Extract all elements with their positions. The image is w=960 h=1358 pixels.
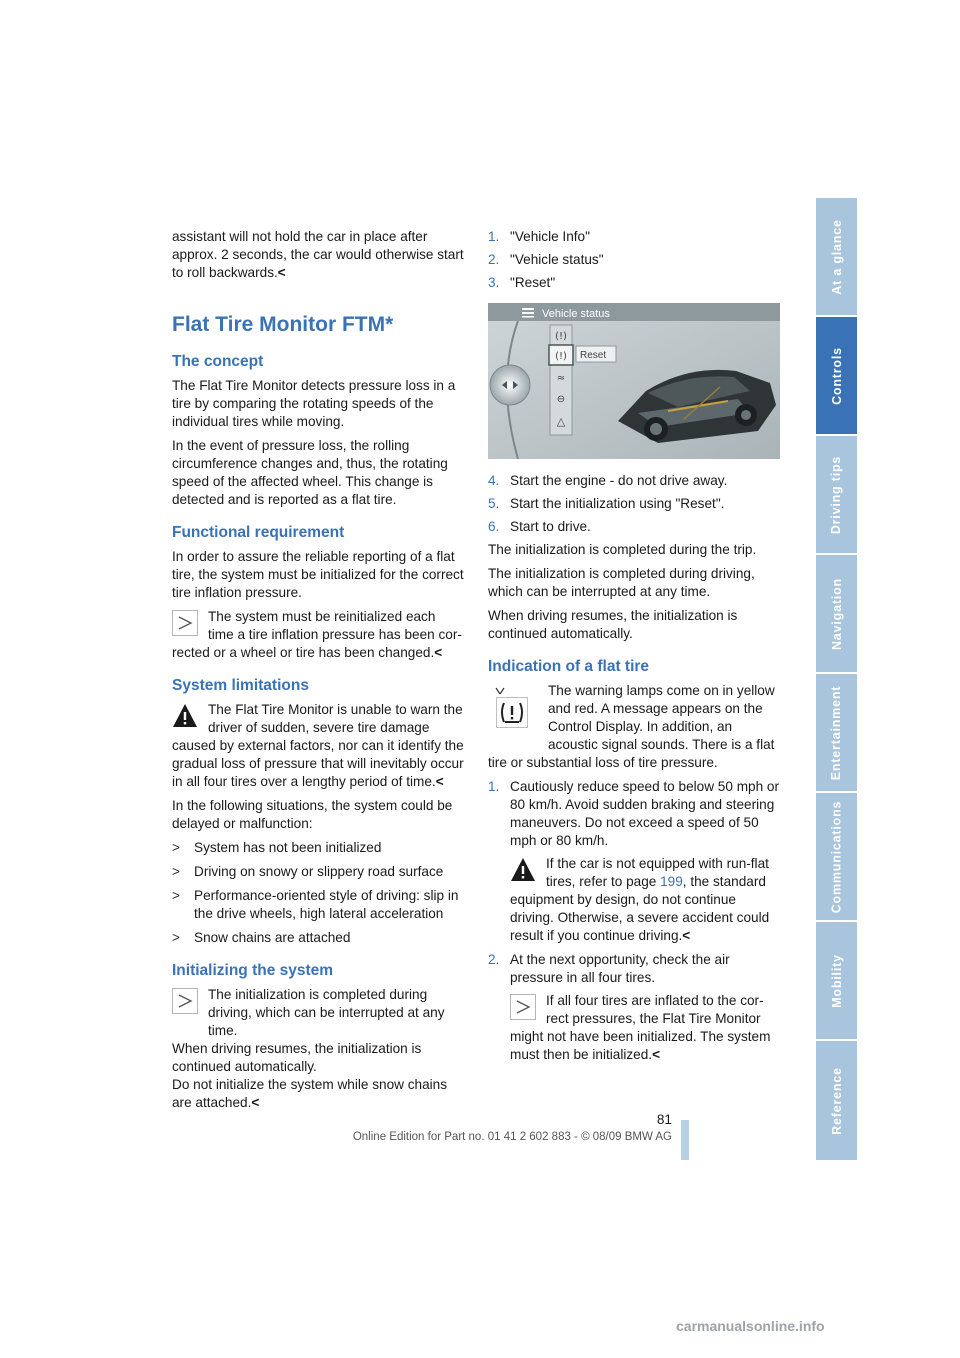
list-item <box>488 778 780 850</box>
tab-label: Navigation <box>829 577 844 650</box>
indication-steps <box>488 778 780 850</box>
chapter-tabs <box>816 198 857 1160</box>
tire-pressure-icon: (!) <box>555 331 567 342</box>
tab-label: Reference <box>829 1066 844 1135</box>
initializing-note-text-c: Do not initialize the system while snow chains are attached. <box>172 1077 448 1110</box>
note-arrow-icon <box>510 994 536 1020</box>
footer-bar <box>681 1120 689 1160</box>
menu-icon-column <box>549 325 573 435</box>
flat-tire-warning-lamp-icon <box>488 684 536 728</box>
car-icon: ⊖ <box>556 394 566 405</box>
step-number: 4. <box>488 473 500 488</box>
step-number: 1. <box>488 779 500 794</box>
limitations-warning-cont <box>172 737 464 791</box>
list-item <box>488 518 780 536</box>
bullet-mark: > <box>172 930 180 945</box>
tab-label: Driving tips <box>829 455 844 534</box>
step-text: Start the engine - do not drive away. <box>510 473 728 488</box>
reset-menu-item[interactable]: Reset <box>580 350 607 361</box>
list-icon <box>522 308 534 318</box>
trip-paragraph: The initialization is completed during the trip. <box>488 542 757 557</box>
driving-paragraph: The initialization is completed during driving, which can be interrupted at any time. <box>488 566 755 599</box>
indication-steps-2 <box>488 951 780 987</box>
end-mark: < <box>277 265 286 280</box>
run-flat-warning-text-a <box>546 855 780 891</box>
flat-tire-lamp-block <box>488 682 780 772</box>
initializing-note-text-b: When driving resumes, the initialization is continued automatically. <box>172 1041 422 1074</box>
initializing-note <box>172 986 464 1112</box>
screen-header: Vehicle status <box>542 308 610 320</box>
run-flat-warning <box>510 855 780 945</box>
end-mark: < <box>251 1095 260 1110</box>
tab-label: At a glance <box>829 218 844 295</box>
list-item-text: Performance-oriented style of driving: slip in the drive wheels, high lateral acceleration <box>194 888 459 921</box>
concept-paragraph-2: In the event of pressure loss, the rolling circumference changes and, thus, the rotating speed of the affected wheel. This change is detected and is reported as a flat tire. <box>172 438 448 507</box>
concept-paragraph-1: The Flat Tire Monitor detects pressure loss in a tire by comparing the rotating speeds of the individual tires while moving. <box>172 378 456 429</box>
step-number: 6. <box>488 519 500 534</box>
list-item <box>488 495 780 513</box>
step-text: Cautiously reduce speed to below 50 mph or 80 km/h. Avoid sudden braking and steering maneuvers. Do not exceed a speed of 50 mph or 80 km/h. <box>510 779 780 848</box>
end-mark: < <box>435 774 444 789</box>
tab-label: Communications <box>829 800 844 913</box>
tab-controls[interactable] <box>816 317 857 434</box>
lamp-text-a: The warning lamps come on in yellow and red. A message appears on the Control Display. In addition, an acoustic signal sounds. There is a flat <box>548 683 775 752</box>
run-flat-warning-text-b: equipment by design, do not continue driving. Otherwise, a severe accident could result if you continue driving. <box>510 892 770 943</box>
warning-icon: △ <box>556 415 566 428</box>
list-item <box>488 274 780 292</box>
end-mark: < <box>682 928 691 943</box>
tire-reset-icon: (!) <box>555 351 567 362</box>
run-flat-warning-part-1: If the car is not equipped with run-flat tires, refer to page <box>546 856 769 889</box>
step-number: 2. <box>488 952 500 967</box>
bullet-mark: > <box>172 864 180 879</box>
reinit-note-text-b: might not have been initialized. The system must then be initialized. <box>510 1029 771 1062</box>
tab-mobility[interactable] <box>816 922 857 1039</box>
functional-note-text-a: The system must be reinitialized each time a tire inflation pressure has been cor- <box>208 609 462 642</box>
list-item <box>172 929 464 947</box>
functional-note-text-b: rected or a wheel or tire has been changed. <box>172 645 435 660</box>
warning-triangle-icon <box>172 703 198 729</box>
limitations-paragraph: In the following situations, the system could be delayed or malfunction: <box>172 798 453 831</box>
end-mark: < <box>434 645 443 660</box>
section-title: Flat Tire Monitor FTM* <box>172 313 394 336</box>
initializing-note-text-a: The initialization is completed during driving, which can be interrupted at any time. <box>208 987 445 1038</box>
steps-list-a <box>488 228 780 292</box>
list-item-text: Snow chains are attached <box>194 930 351 945</box>
step-text: "Vehicle status" <box>510 252 604 267</box>
tab-label: Entertainment <box>829 685 844 780</box>
initializing-heading: Initializing the system <box>172 962 334 979</box>
functional-note-cont <box>172 644 464 662</box>
lamp-text-b: tire or substantial loss of tire pressure. <box>488 755 718 770</box>
resume-paragraph: When driving resumes, the initialization is continued automatically. <box>488 608 738 641</box>
step-text: "Reset" <box>510 275 556 290</box>
tab-label: Controls <box>829 346 844 405</box>
step-text: At the next opportunity, check the air pressure in all four tires. <box>510 952 730 985</box>
indication-heading: Indication of a flat tire <box>488 658 650 675</box>
limitations-warning <box>172 701 464 791</box>
limitations-heading: System limitations <box>172 677 309 694</box>
page-link[interactable]: 199 <box>660 874 683 889</box>
warning-triangle-icon <box>510 857 536 883</box>
left-column <box>172 228 464 1118</box>
bullet-mark: > <box>172 840 180 855</box>
edition-footer: Online Edition for Part no. 01 41 2 602 883 - © 08/09 BMW AG <box>352 1131 672 1143</box>
list-item <box>172 863 464 881</box>
watermark: carmanualsonline.info <box>676 1318 825 1334</box>
steps-list-b <box>488 472 780 536</box>
page-number: 81 <box>656 1112 672 1127</box>
initializing-note-cont <box>172 1076 464 1112</box>
list-item <box>488 951 780 987</box>
step-text: Start to drive. <box>510 519 591 534</box>
functional-note <box>172 608 464 662</box>
tab-reference[interactable] <box>816 1041 857 1160</box>
functional-paragraph: In order to assure the reliable reporting of a flat tire, the system must be initialized for the correct tire inflation pressure. <box>172 549 464 600</box>
reinit-note-text-a: If all four tires are inflated to the cor- rect pressures, the Flat Tire Monitor <box>546 993 764 1026</box>
right-column <box>488 228 780 1070</box>
controller-knob-icon <box>490 365 530 405</box>
tab-communications[interactable] <box>816 793 857 920</box>
list-item <box>488 228 780 246</box>
functional-heading: Functional requirement <box>172 524 345 541</box>
step-number: 1. <box>488 229 500 244</box>
note-arrow-icon <box>172 988 198 1014</box>
step-number: 5. <box>488 496 500 511</box>
limitations-warning-text-b: caused by external factors, nor can it identify the gradual loss of pressure that will inevitably occur in all four tires over a lengthy period of time. <box>172 738 464 789</box>
list-item-text: Driving on snowy or slippery road surface <box>194 864 444 879</box>
step-number: 3. <box>488 275 500 290</box>
bullet-mark: > <box>172 888 180 903</box>
reinit-note-cont <box>510 1028 780 1064</box>
control-display-screenshot <box>488 303 780 459</box>
run-flat-warning-cont <box>510 891 780 945</box>
tab-driving-tips[interactable] <box>816 436 857 553</box>
tab-label: Mobility <box>829 953 844 1008</box>
reinit-note <box>510 992 780 1064</box>
limitations-warning-text-a: The Flat Tire Monitor is unable to warn the driver of sudden, severe tire damage <box>208 702 463 735</box>
list-item <box>172 839 464 857</box>
tab-navigation[interactable] <box>816 555 857 672</box>
list-item <box>172 887 464 923</box>
step-text: "Vehicle Info" <box>510 229 590 244</box>
intro-paragraph <box>172 228 464 282</box>
step-text: Start the initialization using "Reset". <box>510 496 725 511</box>
step-number: 2. <box>488 252 500 267</box>
concept-heading: The concept <box>172 353 264 370</box>
end-mark: < <box>652 1047 661 1062</box>
list-item <box>488 472 780 490</box>
oil-icon: ≈ <box>556 373 566 384</box>
run-flat-warning-part-2: , the standard <box>682 874 766 889</box>
tab-at-a-glance[interactable] <box>816 198 857 315</box>
note-arrow-icon <box>172 610 198 636</box>
list-item <box>488 251 780 269</box>
intro-text: assistant will not hold the car in place after approx. 2 seconds, the car would otherwise start to roll backwards. <box>172 229 464 280</box>
list-item-text: System has not been initialized <box>194 840 382 855</box>
tab-entertainment[interactable] <box>816 674 857 791</box>
